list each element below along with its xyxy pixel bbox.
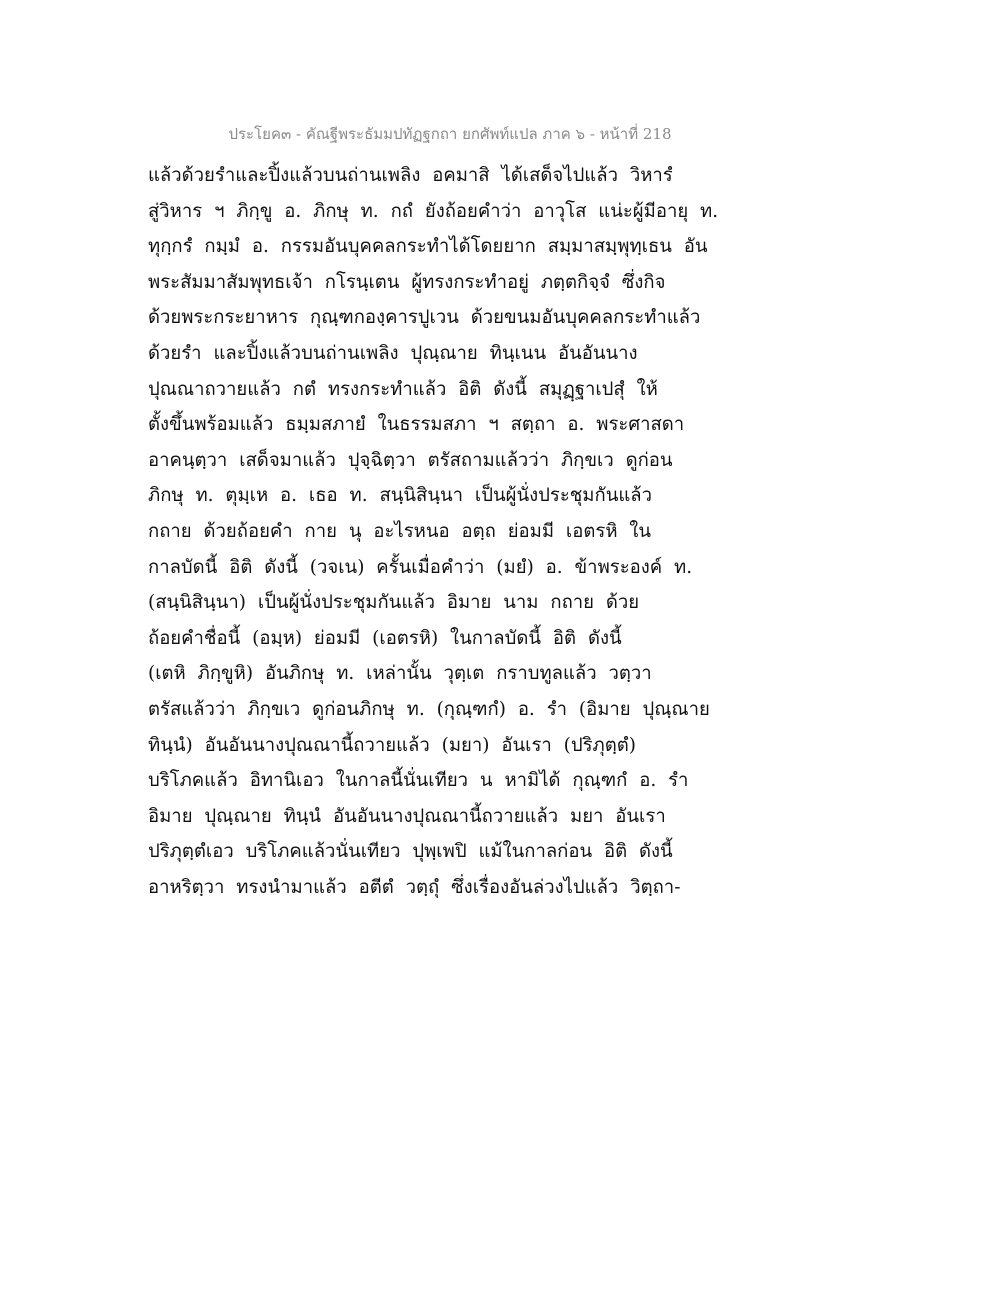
text-line: ทินฺนํ) อันอันนางปุณณานี้ถวายแล้ว (มยา) อันเรา (ปริภุตฺตํ) [148, 734, 636, 756]
text-line: ปุณณาถวายแล้ว กตํ ทรงกระทำแล้ว อิติ ดังนี้ สมุฏฺฐาเปสุํ ให้ [148, 378, 658, 400]
text-line: ตั้งขึ้นพร้อมแล้ว ธมฺมสภายํ ในธรรมสภา ฯ สตฺถา อ. พระศาสดา [148, 414, 685, 436]
text-line: ถ้อยคำชื่อนี้ (อมฺห) ย่อมมี (เอตรหิ) ในกาลบัดนี้ อิติ ดังนี้ [148, 627, 622, 649]
text-line: สู่วิหาร ฯ ภิกฺขู อ. ภิกษุ ท. กถํ ยังถ้อยคำว่า อาวุโส แน่ะผู้มีอายุ ท. [148, 200, 719, 222]
text-line: ปริภุตฺตํเอว บริโภคแล้วนั่นเทียว ปุพฺเพปิ แม้ในกาลก่อน อิติ ดังนี้ [148, 841, 673, 863]
text-line: แล้วด้วยรำและปิ้งแล้วบนถ่านเพลิง อคมาสิ ได้เสด็จไปแล้ว วิหารํ [148, 165, 673, 186]
text-line: อาหริตฺวา ทรงนำมาแล้ว อตีตํ วตฺถุํ ซึ่งเรื่องอันล่วงไปแล้ว วิตฺถา- [148, 876, 681, 898]
text-line: พระสัมมาสัมพุทธเจ้า กโรนฺเตน ผู้ทรงกระทำอยู่ ภตฺตกิจฺจํ ซึ่งกิจ [148, 271, 666, 293]
text-line: อิมาย ปุณฺณาย ทินฺนํ อันอันนางปุณณานี้ถวายแล้ว มยา อันเรา [148, 805, 666, 827]
text-line: ด้วยรำ และปิ้งแล้วบนถ่านเพลิง ปุณฺณาย ทินฺเนน อันอันนาง [148, 342, 638, 364]
text-line: ตรัสแล้วว่า ภิกฺขเว ดูก่อนภิกษุ ท. (กุณฺฑกํ) อ. รำ (อิมาย ปุณฺณาย [148, 698, 710, 720]
body-text [148, 158, 748, 905]
text-line: ทุกฺกรํ กมฺมํ อ. กรรมอันบุคคลกระทำได้โดยยาก สมฺมาสมฺพุทฺเธน อัน [148, 236, 708, 258]
text-line: บริโภคแล้ว อิทานิเอว ในกาลนี้นั่นเทียว น หามิได้ กุณฺฑกํ อ. รำ [148, 770, 689, 792]
text-line: อาคนฺตฺวา เสด็จมาแล้ว ปุจฺฉิตฺวา ตรัสถามแล้วว่า ภิกฺขเว ดูก่อน [148, 449, 673, 471]
text-line: กถาย ด้วยถ้อยคำ กาย นุ อะไรหนอ อตฺถ ย่อมมี เอตรหิ ใน [148, 520, 652, 542]
text-line: ภิกษุ ท. ตุมฺเห อ. เธอ ท. สนฺนิสินฺนา เป็นผู้นั่งประชุมกันแล้ว [148, 485, 653, 507]
text-line: (สนฺนิสินฺนา) เป็นผู้นั่งประชุมกันแล้ว อิมาย นาม กถาย ด้วย [148, 592, 640, 614]
running-head: ประโยค๓ - คัณฐีพระธัมมปทัฏฐกถา ยกศัพท์แปล ภาค ๖ - หน้าที่ 218 [228, 125, 672, 143]
text-line: (เตหิ ภิกฺขูหิ) อันภิกษุ ท. เหล่านั้น วุตฺเต กราบทูลแล้ว วตฺวา [148, 663, 652, 685]
text-line: กาลบัดนี้ อิติ ดังนี้ (วจเน) ครั้นเมื่อคำว่า (มยํ) อ. ข้าพระองค์ ท. [148, 556, 693, 578]
text-line: ด้วยพระกระยาหาร กุณฺฑกองฺคารปูเวน ด้วยขนมอันบุคคลกระทำแล้ว [148, 307, 701, 329]
